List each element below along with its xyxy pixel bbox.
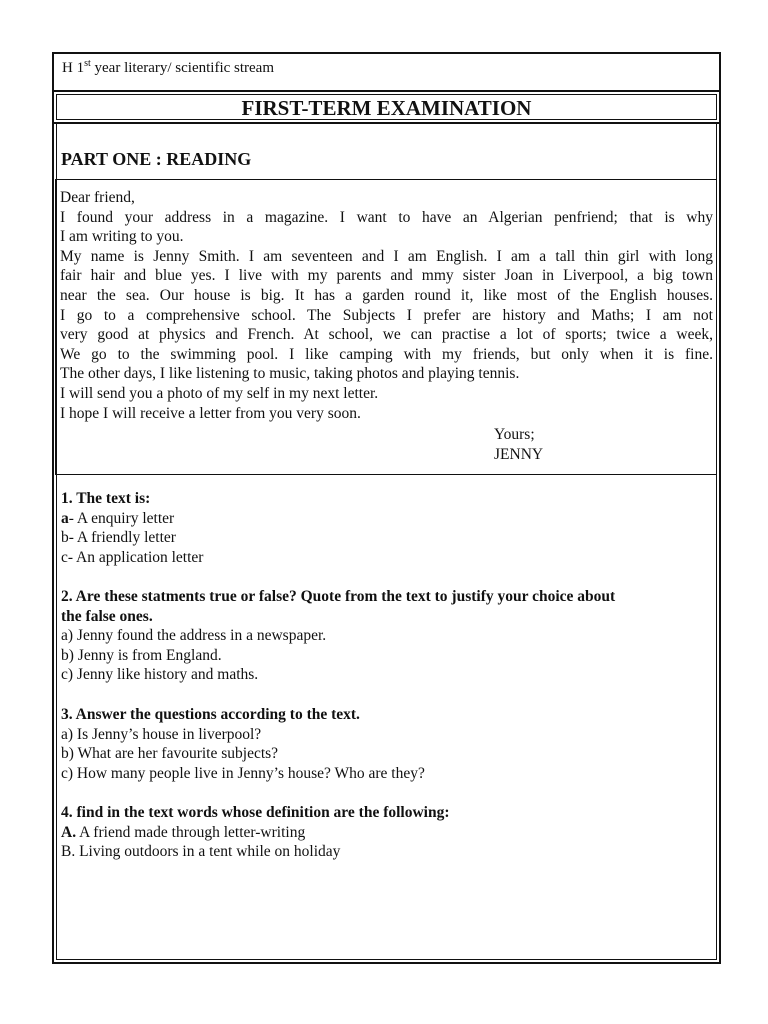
question-4	[61, 803, 711, 862]
letter-line: Dear friend,	[60, 189, 135, 206]
question-3a: a) Is Jenny’s house in liverpool?	[61, 725, 262, 743]
option-a-text: - A enquiry letter	[68, 509, 175, 527]
statement-a: a) Jenny found the address in a newspaper.	[61, 627, 327, 645]
title-box	[52, 92, 721, 124]
definition-a	[61, 823, 711, 843]
question-1	[61, 489, 711, 567]
stream-label	[62, 58, 274, 77]
option-a	[61, 509, 711, 529]
letter-line: I hope I will receive a letter from you very soon.	[60, 404, 361, 422]
question-2	[61, 587, 711, 685]
definition-a-text: A friend made through letter-writing	[76, 823, 306, 841]
question-3b: b) What are her favourite subjects?	[61, 745, 279, 763]
definition-b: B. Living outdoors in a tent while on holiday	[61, 843, 341, 861]
stream-sup: st	[84, 58, 91, 69]
question-1-heading: 1. The text is:	[61, 490, 151, 507]
letter-text	[60, 188, 713, 423]
letter-line: We go to the swimming pool. I like camping with my friends, but only when it is fine.	[60, 345, 713, 363]
letter-line: fair hair and blue yes. I live with my parents and mmy sister Joan in Liverpool, a big town	[60, 267, 713, 285]
letter-line: near the sea. Our house is big. It has a garden round it, like most of the English houses.	[60, 286, 713, 304]
option-b: b- A friendly letter	[61, 529, 176, 547]
stream-suffix: year literary/ scientific stream	[90, 60, 275, 76]
statement-b: b) Jenny is from England.	[61, 646, 222, 664]
exam-title: FIRST-TERM EXAMINATION	[56, 94, 717, 120]
question-3-heading: 3. Answer the questions according to the text.	[61, 706, 360, 723]
definition-a-marker: A.	[61, 823, 77, 841]
question-3	[61, 705, 711, 783]
question-4-heading: 4. find in the text words whose definition are the following:	[61, 804, 450, 821]
signature: JENNY	[494, 446, 544, 463]
stream-prefix: H 1	[62, 60, 85, 76]
letter-line: I will send you a photo of my self in my next letter.	[60, 384, 379, 402]
letter-line: The other days, I like listening to music, taking photos and playing tennis.	[60, 365, 520, 383]
letter-signoff	[494, 425, 543, 465]
letter-line: My name is Jenny Smith. I am seventeen and I am English. I am a tall thin girl with long	[60, 247, 713, 265]
option-c: c- An application letter	[61, 548, 204, 566]
question-2-heading-line2: the false ones.	[61, 607, 153, 625]
closing: Yours;	[494, 426, 535, 443]
question-2-heading-line1: 2. Are these statments true or false? Quote from the text to justify your choice about	[61, 588, 616, 605]
question-3c: c) How many people live in Jenny’s house? Who are they?	[61, 764, 425, 782]
statement-c: c) Jenny like history and maths.	[61, 666, 259, 684]
option-a-marker: a	[61, 509, 69, 527]
letter-line: very good at physics and French. At school, we can practise a lot of sports; twice a week,	[60, 326, 713, 344]
letter-line: I am writing to you.	[60, 228, 184, 246]
part-one-heading: PART ONE : READING	[61, 149, 252, 169]
letter-line: I go to a comprehensive school. The Subjects I prefer are history and Maths; I am not	[60, 306, 713, 324]
header-box	[52, 52, 721, 92]
letter-line: I found your address in a magazine. I want to have an Algerian penfriend; that is why	[60, 208, 713, 226]
